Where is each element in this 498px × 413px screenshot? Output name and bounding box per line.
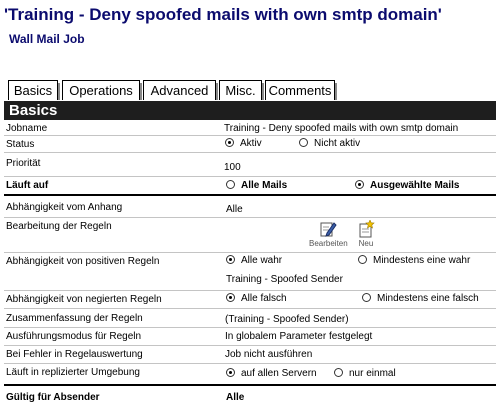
zusammenfassung-value: (Training - Spoofed Sender): [225, 314, 349, 325]
tab-operations-label: Operations: [69, 83, 133, 98]
alle-server-radio[interactable]: [226, 368, 317, 379]
row-fehler: [4, 346, 496, 364]
alle-server-label: auf allen Servern: [241, 368, 317, 379]
laeuft-auf-label: Läuft auf: [6, 180, 49, 191]
status-aktiv-label: Aktiv: [240, 138, 262, 149]
nur-einmal-label: nur einmal: [349, 368, 396, 379]
status-label: Status: [6, 139, 35, 150]
section-header: [4, 101, 496, 120]
new-rule-label: Neu: [358, 239, 374, 248]
radio-selected-icon: [225, 138, 234, 147]
jobname-label: Jobname: [6, 123, 48, 134]
status-nicht-aktiv-radio[interactable]: [299, 138, 360, 149]
tab-advanced-label: Advanced: [150, 83, 209, 98]
alle-mails-label: Alle Mails: [241, 180, 288, 191]
radio-selected-icon: [226, 368, 235, 377]
ausfuehrungsmodus-label: Ausführungsmodus für Regeln: [6, 331, 142, 342]
mindestens-eine-wahr-label: Mindestens eine wahr: [373, 255, 471, 266]
row-zusammenfassung: [4, 309, 496, 328]
new-document-icon: [357, 220, 375, 238]
mindestens-eine-wahr-radio[interactable]: [358, 255, 470, 266]
radio-selected-icon: [355, 180, 364, 189]
tab-basics[interactable]: [8, 80, 58, 100]
radio-unselected-icon: [226, 180, 235, 189]
tab-misc[interactable]: [219, 80, 262, 100]
replizierte-umgebung-label: Läuft in replizierter Umgebung: [6, 367, 140, 378]
mindestens-eine-falsch-radio[interactable]: [362, 293, 479, 304]
alle-wahr-label: Alle wahr: [241, 255, 283, 266]
zusammenfassung-label: Zusammenfassung der Regeln: [6, 313, 143, 324]
tab-comments-label: Comments: [268, 83, 332, 98]
edit-rules-button[interactable]: [309, 220, 348, 248]
section-title: Basics: [9, 102, 58, 119]
jobname-value: Training - Deny spoofed mails with own smtp domain: [224, 123, 459, 134]
alle-mails-radio[interactable]: [226, 180, 287, 191]
edit-rules-label: Bearbeiten: [309, 239, 348, 248]
negierte-regeln-label: Abhängigkeit von negierten Regeln: [6, 294, 162, 305]
fehler-value: Job nicht ausführen: [225, 349, 313, 360]
tab-comments[interactable]: [265, 80, 335, 100]
radio-unselected-icon: [334, 368, 343, 377]
row-jobname: [4, 120, 496, 136]
status-nicht-aktiv-label: Nicht aktiv: [314, 138, 361, 149]
page-title: 'Training - Deny spoofed mails with own smtp domain': [4, 5, 442, 24]
absender-label: Gültig für Absender: [6, 392, 100, 403]
alle-falsch-label: Alle falsch: [241, 293, 287, 304]
page-subtitle: Wall Mail Job: [9, 32, 85, 46]
row-replizierte-umgebung: [4, 364, 496, 386]
radio-unselected-icon: [362, 293, 371, 302]
tab-advanced[interactable]: [143, 80, 216, 100]
row-bearbeitung: [4, 218, 496, 253]
tab-basics-label: Basics: [13, 83, 53, 98]
alle-falsch-radio[interactable]: [226, 293, 287, 304]
fehler-label: Bei Fehler in Regelauswertung: [6, 349, 143, 360]
absender-value: Alle: [226, 392, 245, 403]
prioritaet-label: Priorität: [6, 158, 41, 169]
row-positive-regeln: [4, 253, 496, 291]
row-laeuft-auf: [4, 177, 496, 196]
anhang-value: Alle: [226, 204, 243, 215]
prioritaet-value: 100: [224, 162, 241, 173]
radio-unselected-icon: [299, 138, 308, 147]
row-anhang: [4, 198, 496, 218]
nur-einmal-radio[interactable]: [334, 368, 396, 379]
bearbeitung-label: Bearbeitung der Regeln: [6, 221, 112, 232]
ausfuehrungsmodus-value: In globalem Parameter festgelegt: [225, 331, 373, 342]
positive-regeln-label: Abhängigkeit von positiven Regeln: [6, 256, 160, 267]
edit-pencil-icon: [319, 220, 337, 238]
row-prioritaet: [4, 153, 496, 177]
tab-operations[interactable]: [62, 80, 140, 100]
positive-rule-name: Training - Spoofed Sender: [226, 274, 343, 285]
alle-wahr-radio[interactable]: [226, 255, 282, 266]
anhang-label: Abhängigkeit vom Anhang: [6, 202, 123, 213]
radio-selected-icon: [226, 255, 235, 264]
new-rule-button[interactable]: [357, 220, 375, 248]
tab-misc-label: Misc.: [225, 83, 256, 98]
mindestens-eine-falsch-label: Mindestens eine falsch: [377, 293, 479, 304]
ausgewaehlte-mails-radio[interactable]: [355, 180, 459, 191]
row-negierte-regeln: [4, 291, 496, 309]
row-ausfuehrungsmodus: [4, 328, 496, 346]
radio-unselected-icon: [358, 255, 367, 264]
status-aktiv-radio[interactable]: [225, 138, 262, 149]
ausgewaehlte-mails-label: Ausgewählte Mails: [370, 180, 460, 191]
row-absender: [4, 388, 496, 406]
radio-selected-icon: [226, 293, 235, 302]
row-status: [4, 136, 496, 153]
